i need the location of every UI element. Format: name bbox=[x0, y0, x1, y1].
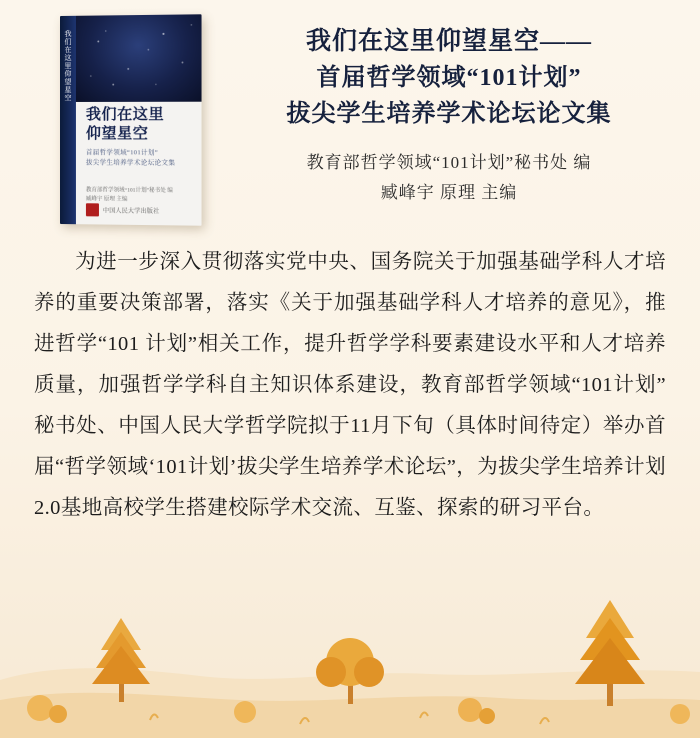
book-cover-subtitle-line1: 首届哲学领域“101计划” bbox=[85, 149, 158, 157]
book-cover-title-line1: 我们在这里 bbox=[85, 106, 165, 124]
bottom-scenery bbox=[0, 588, 700, 738]
poster-header bbox=[0, 0, 700, 228]
poster-byline-line2: 臧峰宇 原理 主编 bbox=[380, 183, 518, 202]
book-cover-editor bbox=[86, 186, 173, 205]
poster-title-line3: 拔尖学生培养学术论坛论文集 bbox=[286, 101, 612, 127]
body-paragraph: 为进一步深入贯彻落实党中央、国务院关于加强基础学科人才培养的重要决策部署，落实《关于加强基础学科人才培养的意见》，推进哲学“101 计划”相关工作，提升哲学学科要素建设水平和人才培养质量，加强哲学学科自主知识体系建设，教育部哲学领域“101计划”秘书处、中国人民大学哲学院拟于11月下旬（具体时间待定）举办首届“哲学领域‘101计划’拔尖学生培养学术论坛”，为拔尖学生培养计划2.0基地高校学生搭建校际学术交流、互鉴、探索的研习平台。 bbox=[34, 251, 666, 519]
press-logo-icon bbox=[86, 203, 99, 216]
poster-byline bbox=[216, 148, 682, 208]
book-publisher-name: 中国人民大学出版社 bbox=[102, 208, 160, 216]
book-cover-image bbox=[26, 10, 216, 228]
poster-title-line1: 我们在这里仰望星空—— bbox=[305, 28, 592, 55]
book-cover-starfield bbox=[76, 14, 202, 102]
book-cover-editor-line1: 教育部哲学领域“101计划”秘书处 编 bbox=[85, 187, 173, 194]
book-spine-text: 我们在这里仰望星空 bbox=[63, 29, 72, 102]
scenery-svg bbox=[0, 588, 700, 738]
book-cover-subtitle-line2: 拔尖学生培养学术论坛论文集 bbox=[85, 159, 176, 167]
book-publisher bbox=[86, 203, 159, 217]
book-cover-subtitle bbox=[86, 148, 175, 169]
poster-title-line2: 首届哲学领域“101计划” bbox=[316, 65, 582, 91]
book-cover-title bbox=[86, 106, 164, 144]
book-3d bbox=[60, 14, 202, 225]
poster-byline-line1: 教育部哲学领域“101计划”秘书处 编 bbox=[306, 153, 592, 172]
book-cover-face bbox=[76, 102, 202, 226]
book-cover-title-line2: 仰望星空 bbox=[85, 126, 149, 143]
title-block bbox=[216, 10, 682, 208]
book-cover-editor-line2: 臧峰宇 原理 主编 bbox=[85, 196, 128, 203]
book-spine bbox=[60, 16, 76, 224]
